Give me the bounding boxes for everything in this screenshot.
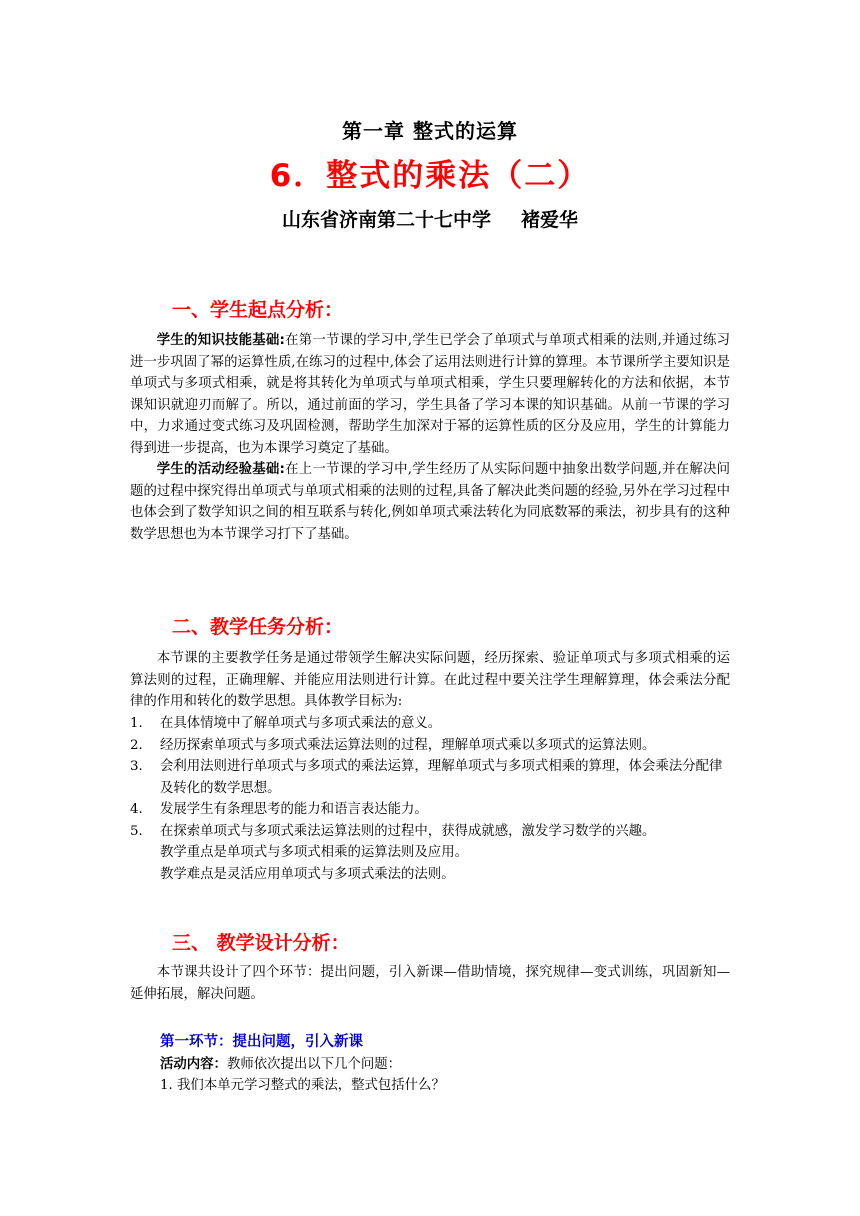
activity-text: 教师依次提出以下几个问题： xyxy=(226,1057,402,1072)
activity-line xyxy=(160,1054,740,1076)
goal-number: 2． xyxy=(130,737,152,753)
goal-item xyxy=(130,756,730,799)
goal-text: 发展学生有条理思考的能力和语言表达能力。 xyxy=(160,802,428,817)
difficulty-point: 教学难点是灵活应用单项式与多项式乘法的法则。 xyxy=(160,866,455,882)
author-line xyxy=(0,205,860,232)
goal-text: 在探索单项式与多项式乘法运算法则的过程中，获得成就感，激发学习数学的兴趣。 xyxy=(160,823,656,839)
section1-heading: 一、学生起点分析： xyxy=(172,299,344,321)
experience-paragraph xyxy=(130,459,730,545)
goal-text: 会利用法则进行单项式与多项式的乘法运算，理解单项式与多项式相乘的算理，体会乘法分配律及转化的数学思想。 xyxy=(160,759,723,796)
step1-title: 第一环节：提出问题，引入新课 xyxy=(160,1034,363,1050)
section1-body xyxy=(130,330,730,545)
chapter-title: 第一章 整式的运算 xyxy=(342,119,518,143)
section3-heading: 三、 教学设计分析： xyxy=(172,932,350,954)
experience-text: 在上一节课的学习中,学生经历了从实际问题中抽象出数学问题,并在解决问题的过程中探究得出单项式与单项式相乘的法则的过程,具备了解决此类问题的经验,另外在学习过程中也体会到了数学知识之间的相互联系与转化,例如单项式乘法转化为同底数幂的乘法，初步具有的这种数学思想也为本节课学习打下了基础。 xyxy=(130,462,730,542)
goal-number: 5． xyxy=(130,823,152,839)
goal-item xyxy=(130,821,730,843)
lesson-title: 6．整式的乘法（二） xyxy=(269,158,591,194)
knowledge-label: 学生的知识技能基础: xyxy=(156,333,285,348)
section2-intro xyxy=(130,648,730,713)
section3-intro xyxy=(130,962,730,1005)
experience-label: 学生的活动经验基础: xyxy=(156,462,285,477)
goal-item xyxy=(130,799,730,821)
question-1: 1. 我们本单元学习整式的乘法，整式包括什么？ xyxy=(160,1078,445,1093)
activity-label: 活动内容： xyxy=(160,1057,227,1072)
goal-item xyxy=(130,713,730,735)
goal-number: 1． xyxy=(130,716,152,731)
knowledge-text: 在第一节课的学习中,学生已学会了单项式与单项式相乘的法则,并通过练习进一步巩固了幂的运算性质,在练习的过程中,体会了运用法则进行计算的算理。本节课所学主要知识是单项式与多项式相乘，就是将其转化为单项式与单项式相乘，学生只要理解转化的方法和依据，本节课知识就迎刃而解了。所以，通过前面的学习，学生具备了学习本课的知识基础。从前一节课的学习中，力求通过变式练习及巩固检测，帮助学生加深对于幂的运算性质的区分及应用，学生的计算能力得到进一步提高，也为本课学习奠定了基础。 xyxy=(130,333,730,456)
section2-heading: 二、教学任务分析： xyxy=(172,616,344,638)
goals-list xyxy=(130,713,730,885)
goal-number: 3． xyxy=(130,759,152,774)
teacher-name: 褚爱华 xyxy=(521,209,579,231)
knowledge-paragraph xyxy=(130,330,730,459)
task-intro: 本节课的主要教学任务是通过带领学生解决实际问题，经历探索、验证单项式与多项式相乘的运算法则的过程，正确理解、并能应用法则进行计算。在此过程中要关注学生理解算理，体会乘法分配律的作用和转化的数学思想。具体教学目标为: xyxy=(130,651,730,709)
goal-text: 经历探索单项式与多项式乘法运算法则的过程，理解单项式乘以多项式的运算法则。 xyxy=(160,737,656,753)
design-intro: 本节课共设计了四个环节：提出问题，引入新课—借助情境，探究规律—变式训练，巩固新知—延伸拓展，解决问题。 xyxy=(130,965,730,1002)
key-point: 教学重点是单项式与多项式相乘的运算法则及应用。 xyxy=(160,845,468,860)
school-name: 山东省济南第二十七中学 xyxy=(281,209,491,231)
goal-number: 4. xyxy=(130,802,143,817)
goal-item xyxy=(130,735,730,757)
goal-text: 在具体情境中了解单项式与多项式乘法的意义。 xyxy=(160,716,442,731)
